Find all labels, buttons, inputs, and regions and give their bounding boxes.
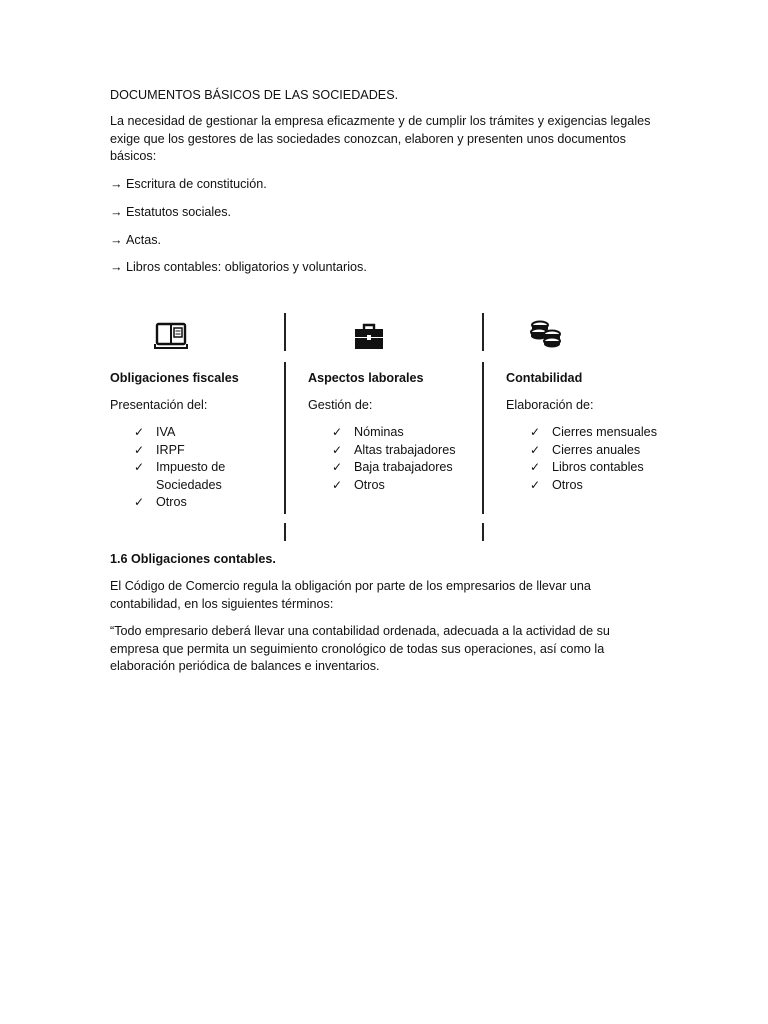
arrow-icon: → [110,177,123,191]
column-divider [284,523,286,541]
list-item: ✓ Nóminas [332,424,492,442]
check-icon: ✓ [332,442,343,457]
column-heading: Obligaciones fiscales [110,371,239,385]
column-heading: Aspectos laborales [308,371,424,385]
doc-item-escritura: → Escritura de constitución. [110,176,655,194]
column-divider [284,313,286,351]
check-icon: ✓ [530,442,541,457]
doc-item-estatutos: → Estatutos sociales. [110,204,655,222]
check-icon: ✓ [530,425,541,439]
checklist [134,424,294,512]
book-icon [154,322,194,352]
list-item: ✓ Baja trabajadores [332,459,492,477]
column-subheading: Presentación del: [110,398,208,412]
check-icon: ✓ [134,442,145,457]
list-item: ✓ Libros contables [530,459,690,477]
list-item: ✓ IVA [134,424,294,442]
doc-item-libros: → Libros contables: obligatorios y voluntarios. [110,259,655,277]
checklist [530,424,690,494]
arrow-icon: → [110,260,123,274]
list-item: ✓ IRPF [134,442,294,460]
check-icon: ✓ [332,425,343,439]
list-item: ✓ Cierres mensuales [530,424,690,442]
intro-paragraph: La necesidad de gestionar la empresa eficazmente y de cumplir los trámites y exigencias legales exige que los gestores de las sociedades conozcan, elaboren y presenten unos documentos básicos: [110,114,651,163]
check-icon: ✓ [530,460,541,474]
quote-paragraph: “Todo empresario deberá llevar una contabilidad ordenada, adecuada a la actividad de su empresa que permita un seguimiento cronológico de todas sus operaciones, así como la elaboración periódica de balances e inventarios. [110,624,610,673]
check-icon: ✓ [332,477,343,492]
list-item: ✓ Otros [332,477,492,495]
check-icon: ✓ [332,460,343,474]
document-title: DOCUMENTOS BÁSICOS DE LAS SOCIEDADES. [110,88,399,102]
column-divider [482,313,484,351]
doc-item-actas: → Actas. [110,232,655,250]
column-subheading: Elaboración de: [506,398,594,412]
section-paragraph: El Código de Comercio regula la obligación por parte de los empresarios de llevar una contabilidad, en los siguientes términos: [110,579,591,611]
list-item: ✓ Impuesto de Sociedades [134,460,226,492]
list-item: ✓ Altas trabajadores [332,442,492,460]
column-subheading: Gestión de: [308,398,373,412]
briefcase-icon [353,322,393,352]
list-item: ✓ Otros [530,477,690,495]
column-heading: Contabilidad [506,371,583,385]
check-icon: ✓ [134,495,145,509]
arrow-icon: → [110,205,123,219]
section-heading: 1.6 Obligaciones contables. [110,552,276,566]
check-icon: ✓ [134,425,145,439]
checklist [332,424,492,494]
list-item: ✓ Otros [134,494,294,512]
column-divider [482,523,484,541]
arrow-icon: → [110,233,123,247]
list-item: ✓ Cierres anuales [530,442,690,460]
check-icon: ✓ [134,460,145,474]
check-icon: ✓ [530,477,541,492]
coins-icon [528,320,568,350]
